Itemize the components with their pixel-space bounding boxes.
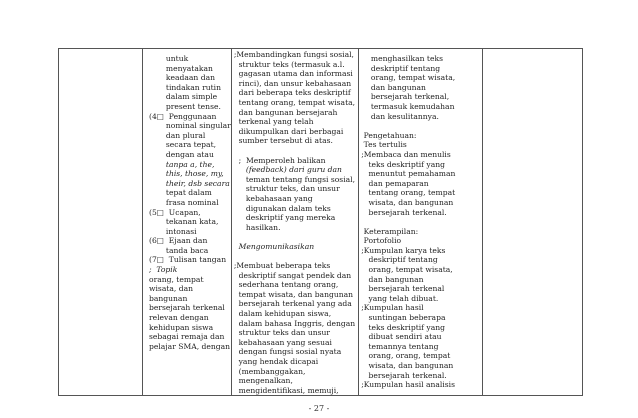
text-line: terkenal yang telah [233,117,314,127]
page-number: - 27 - [308,404,330,413]
text-line: digunakan dalam teks [233,203,331,213]
text-line: yang hendak dicapai [233,357,319,366]
text-line [359,217,482,227]
text-line: dan kesulitannya. [358,111,439,121]
text-line: dikumpulkan dari berbagai [233,126,344,136]
text-line: nominal singular [149,121,231,131]
text-line: (4□ Penggunaan [149,111,217,121]
text-line: dan bangunan bersejarah [233,107,338,117]
text-line: bersejarah terkenal [358,284,445,294]
text-line: Keterampilan: [358,226,419,236]
text-line: sederhana tentang orang, [233,280,339,290]
material-text [143,49,231,351]
empty-cell [59,49,143,396]
syllabus-table [58,48,583,396]
text-line: pelajar SMA, dengan [149,341,231,351]
text-line: Portofolio [358,236,402,246]
text-line: Tes tertulis [358,140,407,150]
text-line: sumber tersebut di atas. [233,136,333,146]
text-line: tempat wisata, dan bangunan [233,289,354,299]
text-line: secara tepat, [149,140,217,150]
text-line: intonasi [149,226,197,236]
cell-material [143,49,232,396]
text-line: bersejarah terkenal, [358,92,450,102]
text-line: mengenalkan, [233,376,293,386]
text-line: menghasilkan teks [358,54,443,63]
text-line: struktur teks dan unsur [233,328,331,338]
text-line: struktur teks, dan unsur [233,184,340,194]
text-line: wisata, dan bangunan [358,197,454,207]
text-line: dengan atau [149,149,214,159]
text-line [234,146,358,156]
text-line: dan plural [149,130,206,140]
text-line: ; Topik [149,265,178,275]
text-line: dengan fungsi sosial nyata [233,347,342,357]
text-line: tepat dalam [149,188,212,198]
text-line: temannya tentang [358,341,439,351]
text-line: this, those, my, [149,169,224,179]
text-line: dalam bahasa Inggris, dengan [233,318,356,328]
text-line: menuntut pemahaman [358,169,456,179]
text-line: struktur teks (termasuk a.l. [233,59,345,69]
text-line: orang, tempat [149,274,204,284]
text-line: orang, tempat wisata, [358,73,456,83]
text-line: ;Kumpulan karya teks [358,245,446,255]
text-line: relevan dengan [149,313,209,323]
text-line: suntingan beberapa [358,313,446,323]
text-line: Mengomunikasikan [233,241,315,251]
text-line: dan pemaparan [358,178,429,188]
text-line: (6□ Ejaan dan [149,236,208,246]
text-line: kehidupan siswa [149,322,214,332]
text-line: tindakan rutin [149,82,221,92]
text-line: Pengetahuan: [358,130,417,140]
text-line: (7□ Tulisan tangan [149,255,227,265]
text-line: tentang orang, tempat wisata, [233,97,356,107]
text-line: dari beberapa teks deskriptif [233,88,351,98]
text-line: ;Kumpulan hasil analisis [358,380,456,390]
text-line: kebahasaan yang [233,193,313,203]
text-line: tekanan kata, [149,217,219,227]
text-line: dan bangunan [358,274,424,284]
text-line: teks deskriptif yang [358,322,445,332]
text-line: frasa nominal [149,197,219,207]
text-line: orang, orang, tempat [358,351,451,361]
text-line: dalam kehidupan siswa, [233,309,332,319]
text-line: present tense. [149,101,221,111]
text-line: ;Membuat beberapa teks [233,261,331,271]
learning-activities-text [232,49,358,395]
text-line: menyatakan [149,63,213,73]
text-line [234,251,358,261]
text-line: teks deskriptif yang [358,159,445,169]
table-row [59,49,583,396]
text-line: ;Membandingkan fungsi sosial, [233,50,354,59]
cell-learning-activities [231,49,358,396]
text-line: tanpa a, the, [149,159,215,169]
text-line: (membanggakan, [233,366,306,376]
text-line: dan bangunan [358,82,426,92]
text-line: deskriptif tentang [358,63,441,73]
empty-cell [482,49,582,396]
text-line: (5□ Ucapan, [149,207,201,217]
text-line: mengidentifikasi, memuji, [233,385,339,395]
cell-assessment [358,49,482,396]
text-line: ; Memperoleh balikan [233,155,326,165]
text-line: dalam simple [149,92,218,102]
text-line: wisata, dan [149,284,194,294]
text-line: hasilkan. [233,222,281,232]
text-line: bangunan [149,293,188,303]
assessment-text [359,49,482,390]
text-line: kebahasaan yang sesuai [233,337,332,347]
text-line: (feedback) dari guru dan [233,165,342,175]
text-line: ;Kumpulan hasil [358,303,424,313]
text-line: ;Membaca dan menulis [358,149,451,159]
text-line: termasuk kemudahan [358,101,455,111]
text-line: their, dsb secara [149,178,230,188]
text-line: orang, tempat wisata, [358,265,453,275]
text-line: deskriptif tentang [358,255,438,265]
text-line: bersejarah terkenal yang ada [233,299,352,309]
text-line: deskriptif yang mereka [233,213,336,223]
text-line: tanda baca [149,245,209,255]
text-line: yang telah dibuat. [358,293,439,303]
text-line: gagasan utama dan informasi [233,69,353,79]
text-line: sebagai remaja dan [149,332,225,342]
text-line: dibuat sendiri atau [358,332,442,342]
text-line: bersejarah terkenal. [358,370,447,380]
text-line: keadaan dan [149,73,216,83]
text-line: teman tentang fungsi sosial, [233,174,355,184]
text-line: untuk [149,54,189,63]
text-line: bersejarah terkenal [149,303,225,313]
text-line: rinci), dan unsur kebahasaan [233,78,352,88]
text-line: wisata, dan bangunan [358,361,454,370]
text-line: deskriptif sangat pendek dan [233,270,352,280]
text-line [359,121,482,131]
text-line: bersejarah terkenal. [358,207,447,217]
text-line [234,232,358,242]
text-line: tentang orang, tempat [358,188,456,198]
